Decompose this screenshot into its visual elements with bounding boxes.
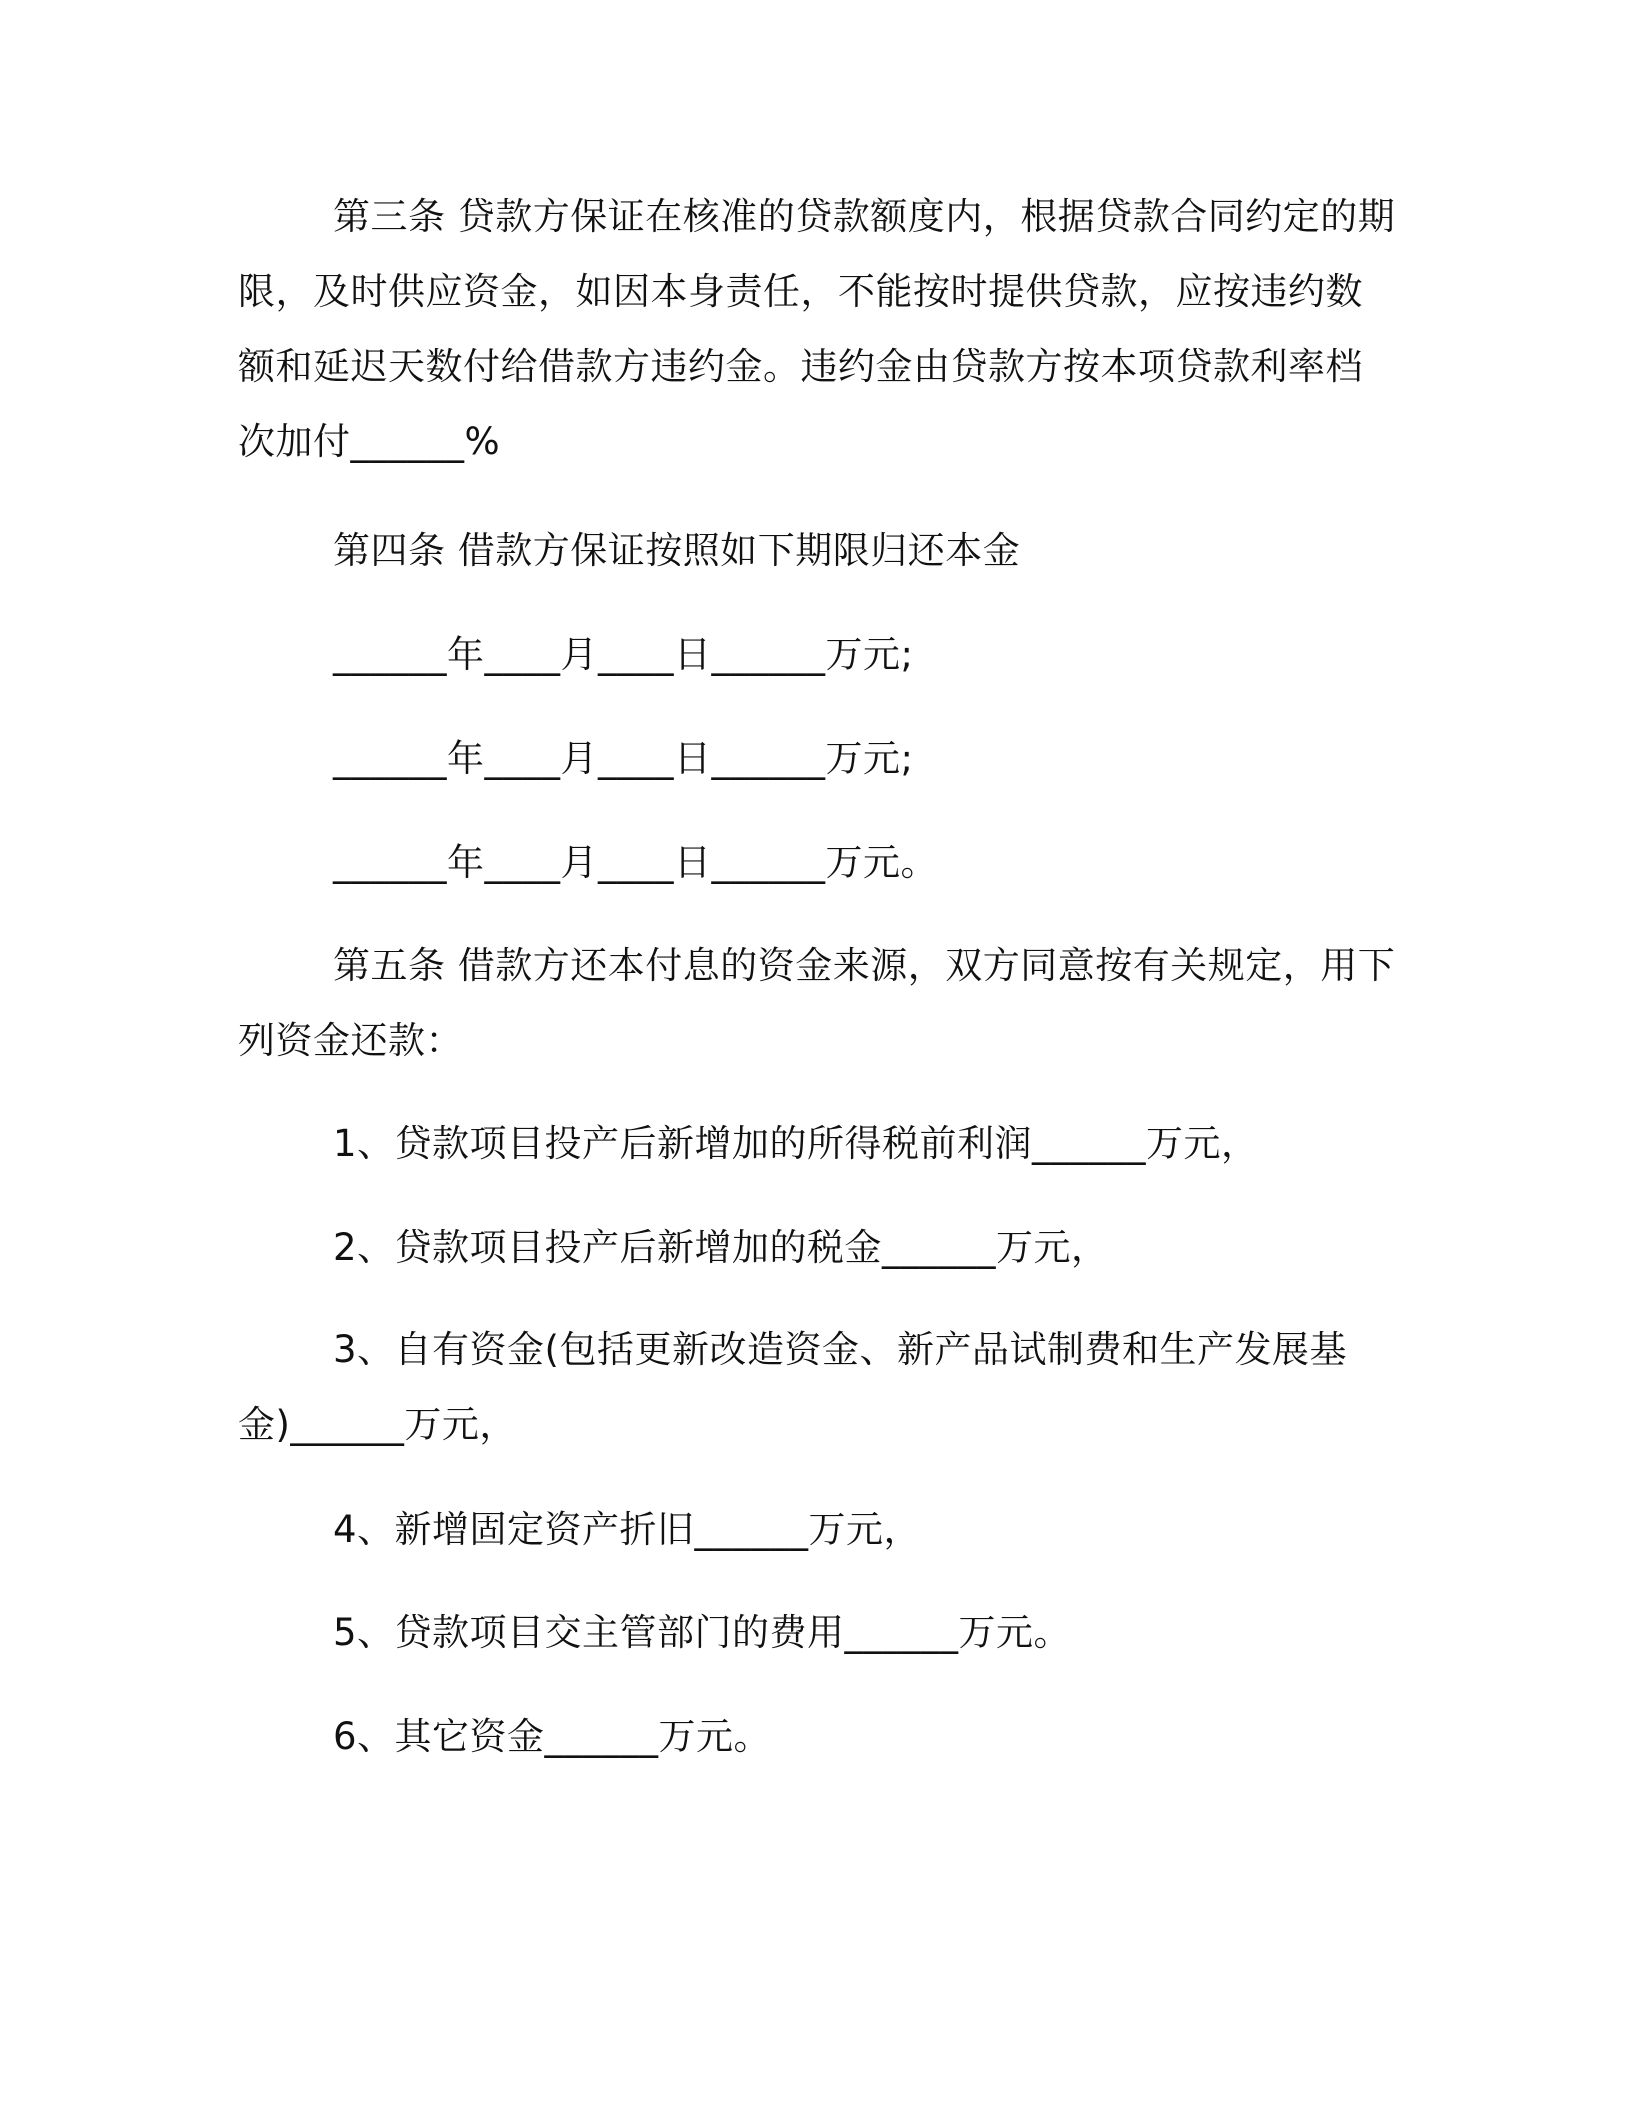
article-3-line-3: 额和延迟天数付给借款方违约金。违约金由贷款方按本项贷款利率档: [238, 345, 1363, 388]
article-4-schedule-row: ______年____月____日______万元。: [333, 841, 938, 884]
funding-item-2: 2、贷款项目投产后新增加的税金______万元，: [333, 1226, 1109, 1269]
funding-item-5: 5、贷款项目交主管部门的费用______万元。: [333, 1611, 1072, 1654]
funding-item-6: 6、其它资金______万元。: [333, 1715, 772, 1758]
article-4-heading: 第四条 借款方保证按照如下期限归还本金: [333, 529, 1021, 572]
article-4-schedule-row: ______年____月____日______万元;: [333, 633, 914, 676]
article-3-line-2: 限，及时供应资金，如因本身责任，不能按时提供贷款，应按违约数: [238, 270, 1363, 313]
article-5: [238, 936, 1396, 1071]
article-5-line-2: 列资金还款：: [238, 1019, 463, 1062]
article-3: [238, 187, 1396, 472]
funding-item-4: 4、新增固定资产折旧______万元，: [333, 1508, 922, 1551]
article-4-schedule-row: ______年____月____日______万元;: [333, 737, 914, 780]
funding-item-3: 3、自有资金(包括更新改造资金、新产品试制费和生产发展基 金)______万元，: [238, 1328, 1347, 1446]
article-3-line-4: 次加付______%: [238, 420, 501, 463]
article-5-line-1: 第五条 借款方还本付息的资金来源，双方同意按有关规定，用下: [333, 944, 1396, 987]
article-3-line-1: 第三条 贷款方保证在核准的贷款额度内，根据贷款合同约定的期: [333, 195, 1396, 238]
funding-item-1: 1、贷款项目投产后新增加的所得税前利润______万元，: [333, 1122, 1259, 1165]
